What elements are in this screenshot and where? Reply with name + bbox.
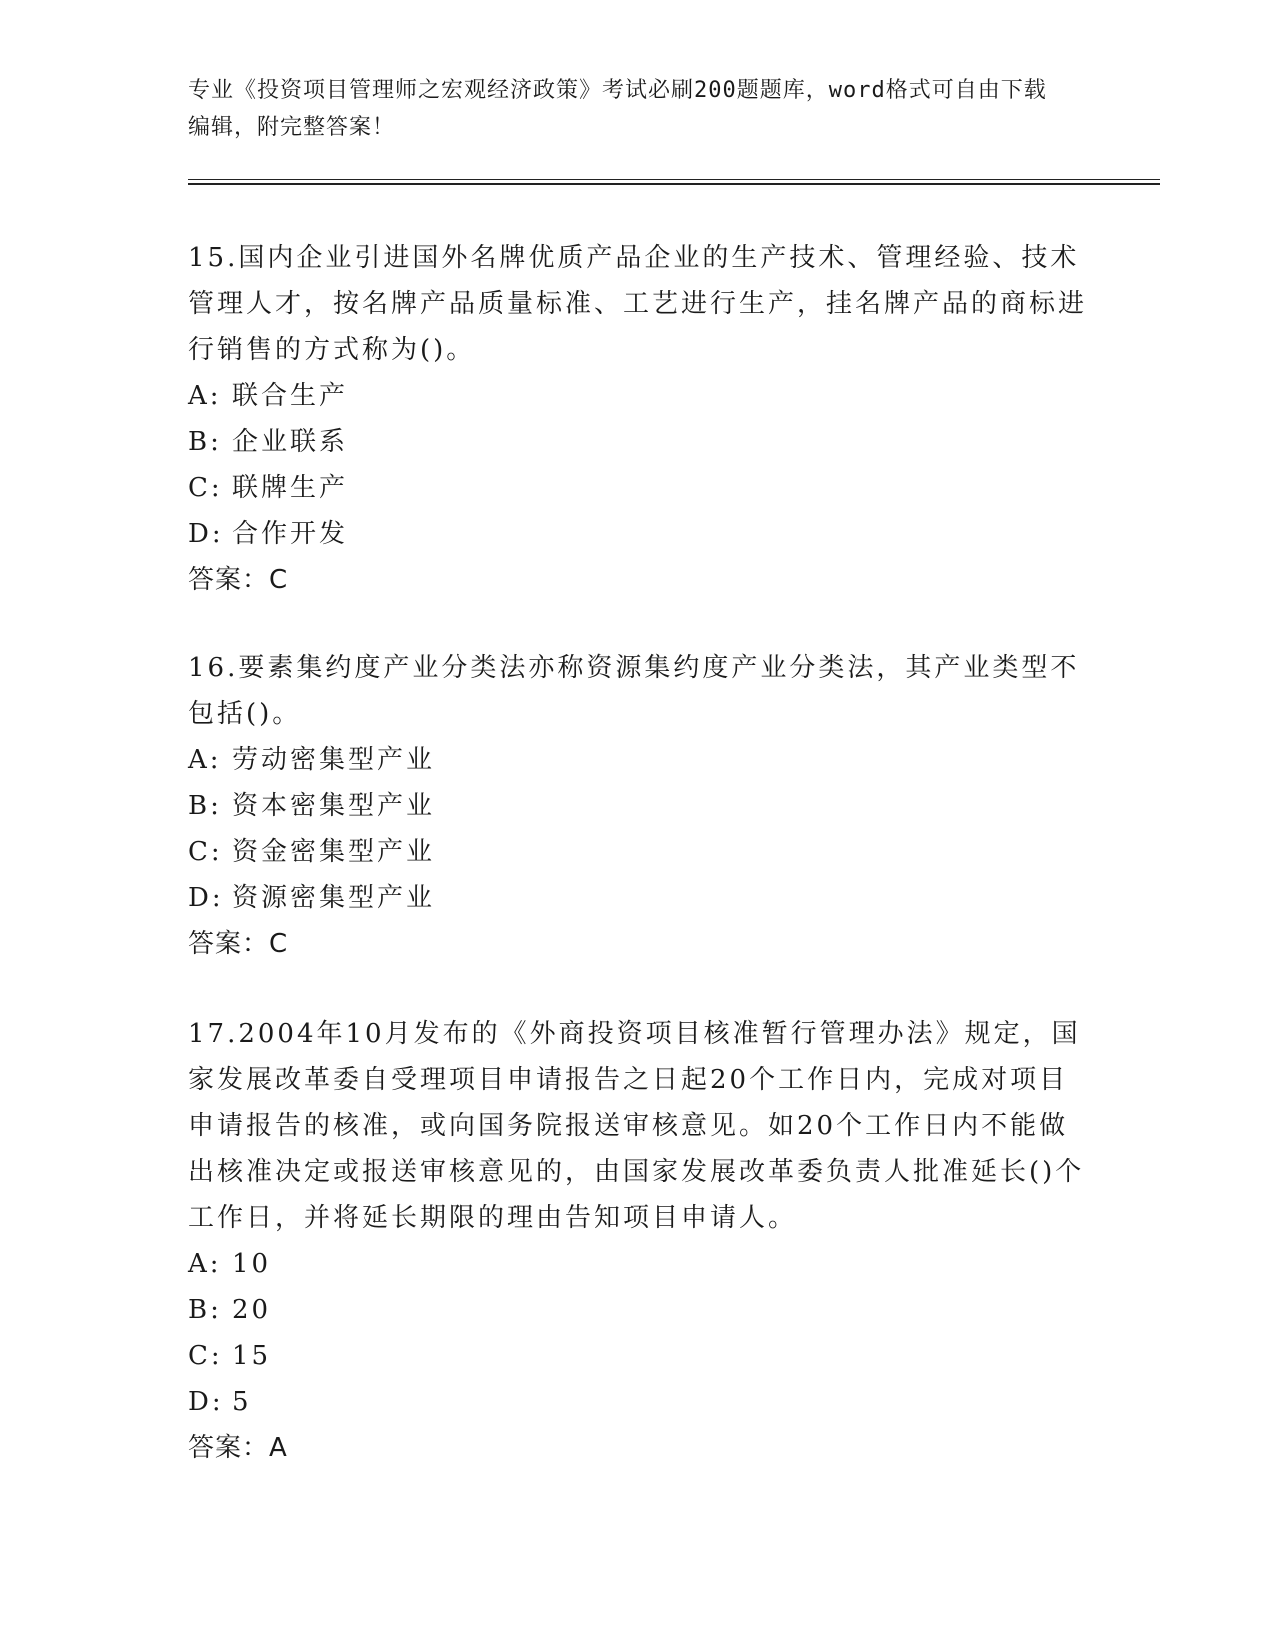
option-letter: D: xyxy=(188,519,224,549)
option-letter: B: xyxy=(188,1295,222,1325)
option-letter: C: xyxy=(188,837,223,867)
option-d xyxy=(188,875,1088,921)
question-15 xyxy=(188,235,1088,603)
option-text: 15 xyxy=(232,1341,272,1371)
header-divider-top xyxy=(188,179,1160,180)
option-letter: C: xyxy=(188,473,223,503)
option-a xyxy=(188,1241,1088,1287)
option-b xyxy=(188,419,1088,465)
option-letter: A: xyxy=(188,745,222,775)
header-divider-bottom xyxy=(188,183,1160,185)
option-text: 20 xyxy=(232,1295,272,1325)
question-text: 16.要素集约度产业分类法亦称资源集约度产业分类法，其产业类型不包括()。 xyxy=(188,653,1080,729)
option-letter: D: xyxy=(188,1387,224,1417)
option-a xyxy=(188,737,1088,783)
option-b xyxy=(188,783,1088,829)
answer-line: 答案：C xyxy=(188,565,289,595)
question-17 xyxy=(188,1011,1088,1471)
option-text: 企业联系 xyxy=(232,427,349,457)
answer-line: 答案：C xyxy=(188,929,289,959)
option-letter: C: xyxy=(188,1341,223,1371)
option-d xyxy=(188,1379,1088,1425)
option-text: 资源密集型产业 xyxy=(232,883,436,913)
option-letter: B: xyxy=(188,791,222,821)
option-c xyxy=(188,1333,1088,1379)
option-letter: A: xyxy=(188,1249,222,1279)
option-text: 10 xyxy=(232,1249,272,1279)
option-text: 资本密集型产业 xyxy=(232,791,436,821)
option-text: 资金密集型产业 xyxy=(232,837,436,867)
option-d xyxy=(188,511,1088,557)
question-text: 17.2004年10月发布的《外商投资项目核准暂行管理办法》规定，国家发展改革委自受理项目申请报告之日起20个工作日内，完成对项目申请报告的核准，或向国务院报送审核意见。如20个工作日内不能做出核准决定或报送审核意见的，由国家发展改革委负责人批准延长()个工作日，并将延长期限的理由告知项目申请人。 xyxy=(188,1019,1085,1233)
option-text: 合作开发 xyxy=(232,519,349,549)
answer-line: 答案：A xyxy=(188,1433,288,1463)
option-letter: A: xyxy=(188,381,222,411)
option-a xyxy=(188,373,1088,419)
option-b xyxy=(188,1287,1088,1333)
question-text: 15.国内企业引进国外名牌优质产品企业的生产技术、管理经验、技术管理人才，按名牌产品质量标准、工艺进行生产，挂名牌产品的商标进行销售的方式称为()。 xyxy=(188,243,1088,365)
question-16 xyxy=(188,645,1088,967)
option-c xyxy=(188,829,1088,875)
document-header: 专业《投资项目管理师之宏观经济政策》考试必刷200题题库，word格式可自由下载编辑，附完整答案！ xyxy=(188,78,1047,140)
option-text: 联牌生产 xyxy=(232,473,349,503)
option-letter: D: xyxy=(188,883,224,913)
option-text: 联合生产 xyxy=(232,381,349,411)
option-text: 劳动密集型产业 xyxy=(232,745,436,775)
option-c xyxy=(188,465,1088,511)
option-text: 5 xyxy=(232,1387,252,1417)
option-letter: B: xyxy=(188,427,222,457)
